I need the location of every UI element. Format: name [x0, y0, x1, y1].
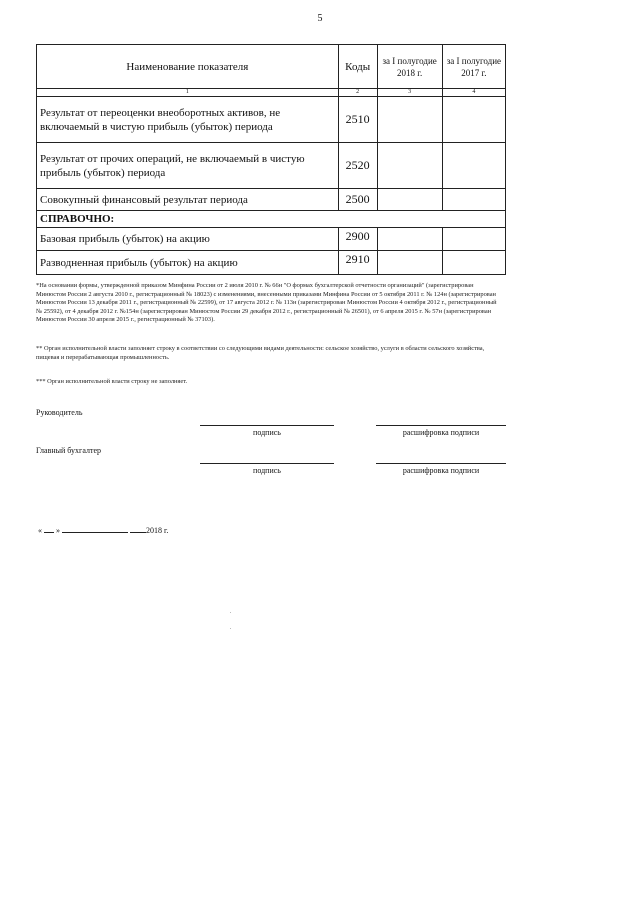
- value-2017-cell: [442, 251, 505, 275]
- accountant-decoding-line: [376, 463, 506, 464]
- accountant-decoding-caption: расшифровка подписи: [402, 466, 480, 475]
- date-day-blank: [44, 532, 54, 533]
- value-2018-cell: [377, 251, 442, 275]
- head-label: Руководитель: [36, 408, 83, 417]
- footnote-agriculture: ** Орган исполнительной власти заполняет строку в соответствии со следующими видами деятельности: сельское хозяйство, услуги в области сельского хозяйства, пищевая и перерабатывающая промышленность.: [36, 345, 485, 361]
- table-row: [37, 189, 506, 211]
- row-name: Результат от переоценки внеоборотных активов, не включаемый в чистую прибыль (убыток) периода: [37, 97, 339, 143]
- date-line: [38, 526, 168, 535]
- accountant-signature-caption: подпись: [253, 466, 281, 475]
- value-2017-cell: [442, 97, 505, 143]
- table-row: [37, 251, 506, 275]
- row-name: Базовая прибыль (убыток) на акцию: [37, 228, 339, 251]
- head-decoding-caption: расшифровка подписи: [402, 428, 480, 437]
- table-row: [37, 97, 506, 143]
- header-period-2018: за I полугодие 2018 г.: [377, 45, 442, 89]
- column-number: 1: [37, 89, 339, 97]
- value-2018-cell: [377, 228, 442, 251]
- footnote-form-basis: *На основании формы, утвержденной приказом Минфина России от 2 июля 2010 г. № 66н "О формах бухгалтерской отчетности организаций" (зарегистрирован Минюстом России 2 августа 2010 г., регистрационный № 18023) с изменениями, внесенными приказами Минфина России от 5 октября 2011 г. № 124н (зарегистрирован Минюстом России 13 декабря 2011 г., регистрационный № 22599), от 17 августа 2012 г. № 113н (зарегистрирован Минюстом России 4 октября 2012 г., регистрационный № 25592), от 4 декабря 2012 г. №154н (зарегистрирован Минюстом России 29 декабря 2012 г., регистрационный № 26501), от 6 апреля 2015 г. № 57н (зарегистрирован Минюстом России 30 апреля 2015 г., регистрационный № 37103).: [36, 282, 497, 324]
- row-code: 2910: [338, 251, 377, 275]
- column-number: 2: [338, 89, 377, 97]
- head-signature-caption: подпись: [253, 428, 281, 437]
- date-open-quote: «: [38, 526, 42, 535]
- value-2017-cell: [442, 189, 505, 211]
- row-code: 2510: [338, 97, 377, 143]
- head-signature-line: [200, 425, 334, 426]
- column-number: 4: [442, 89, 505, 97]
- reference-heading: СПРАВОЧНО:: [37, 211, 506, 228]
- date-month-blank: [62, 532, 128, 533]
- value-2017-cell: [442, 228, 505, 251]
- scan-speck: [230, 628, 231, 629]
- header-period-2017: за I полугодие 2017 г.: [442, 45, 505, 89]
- accountant-signature-line: [200, 463, 334, 464]
- financial-results-table: [36, 44, 506, 275]
- value-2018-cell: [377, 97, 442, 143]
- value-2018-cell: [377, 143, 442, 189]
- row-code: 2520: [338, 143, 377, 189]
- row-code: 2900: [338, 228, 377, 251]
- date-year-blank: [130, 532, 146, 533]
- value-2017-cell: [442, 143, 505, 189]
- table-header-row: [37, 45, 506, 89]
- footnote-not-filled: *** Орган исполнительной власти строку не заполняет.: [36, 378, 188, 385]
- reference-section-row: [37, 211, 506, 228]
- row-name: Совокупный финансовый результат периода: [37, 189, 339, 211]
- table-row: [37, 228, 506, 251]
- header-indicator-name: Наименование показателя: [37, 45, 339, 89]
- date-year: 2018 г.: [146, 526, 169, 535]
- value-2018-cell: [377, 189, 442, 211]
- column-number-row: [37, 89, 506, 97]
- row-code: 2500: [338, 189, 377, 211]
- chief-accountant-label: Главный бухгалтер: [36, 446, 101, 455]
- table-row: [37, 143, 506, 189]
- row-name: Разводненная прибыль (убыток) на акцию: [37, 251, 339, 275]
- row-name: Результат от прочих операций, не включаемый в чистую прибыль (убыток) периода: [37, 143, 339, 189]
- scan-speck: [230, 612, 231, 613]
- head-decoding-line: [376, 425, 506, 426]
- header-codes: Коды: [338, 45, 377, 89]
- column-number: 3: [377, 89, 442, 97]
- page-number: 5: [317, 13, 323, 24]
- date-close-quote: »: [56, 526, 60, 535]
